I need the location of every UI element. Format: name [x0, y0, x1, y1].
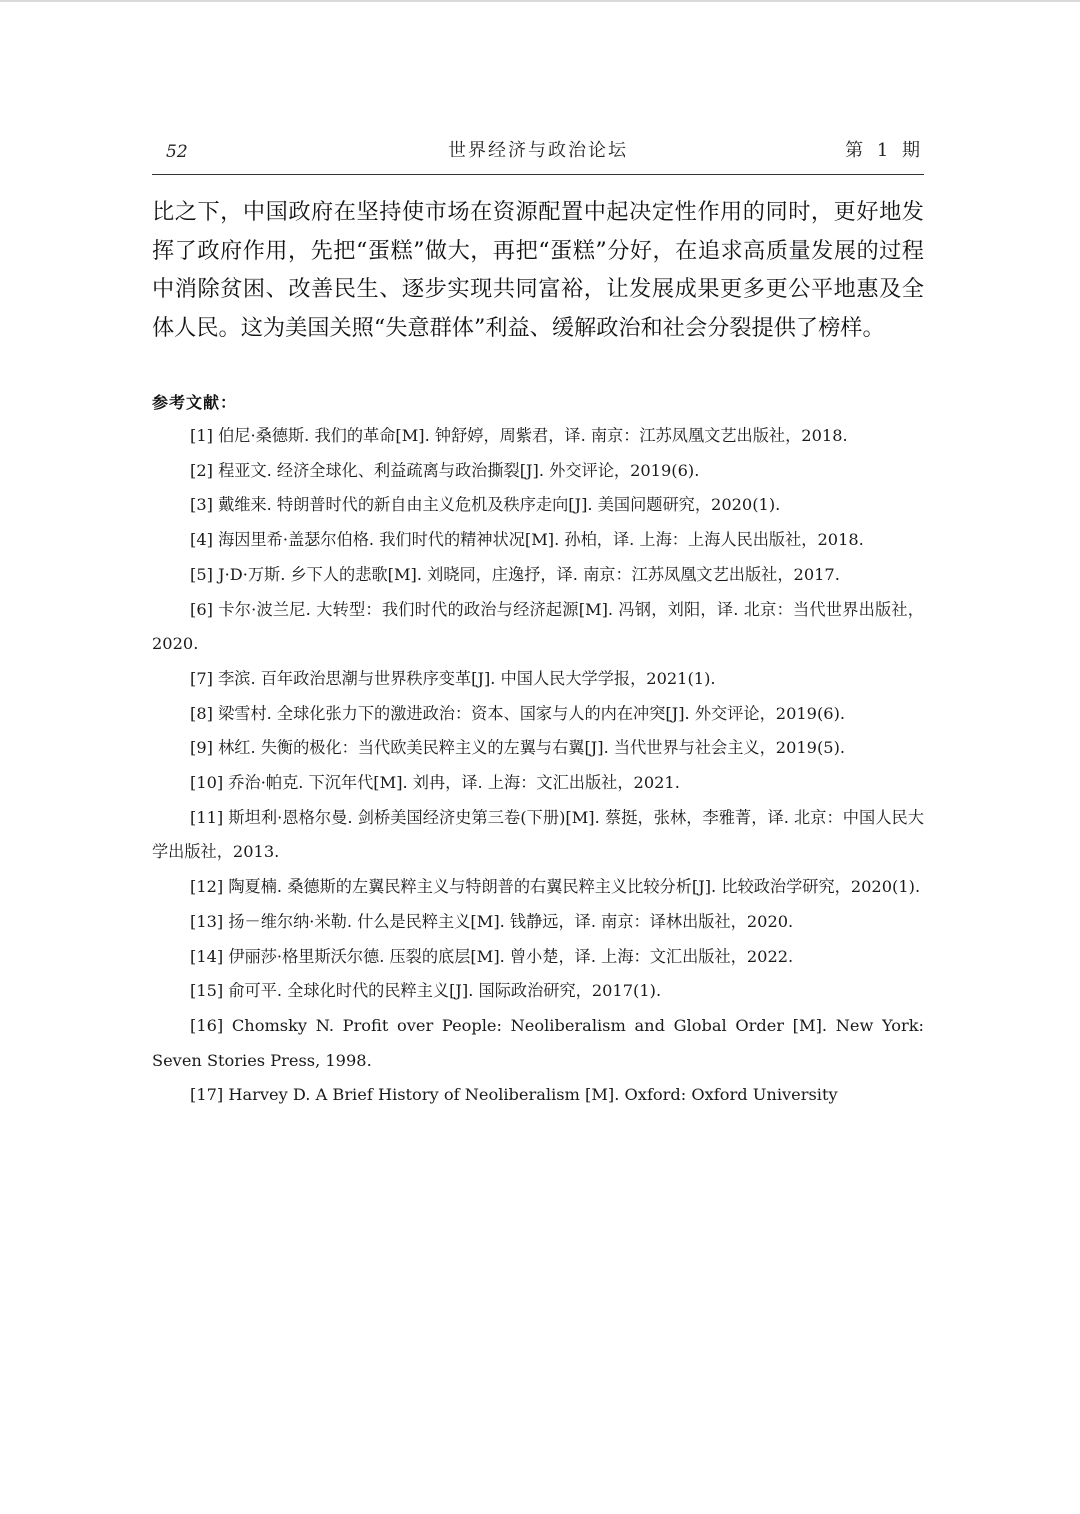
reference-item: [13] 扬－维尔纳·米勒. 什么是民粹主义[M]. 钱静远，译. 南京：译林出版社，2020.	[190, 911, 794, 931]
journal-title: 世界经济与政治论坛	[448, 140, 628, 161]
reference-item: [1] 伯尼·桑德斯. 我们的革命[M]. 钟舒婷，周紫君，译. 南京：江苏凤凰文艺出版社，2018.	[190, 426, 848, 445]
reference-item: [6] 卡尔·波兰尼. 大转型：我们时代的政治与经济起源[M]. 冯钢，刘阳，译. 北京：当代世界出版社，2020.	[152, 599, 924, 654]
reference-item: [12] 陶夏楠. 桑德斯的左翼民粹主义与特朗普的右翼民粹主义比较分析[J]. 比较政治学研究，2020(1).	[190, 877, 921, 897]
body-paragraph: 比之下，中国政府在坚持使市场在资源配置中起决定性作用的同时，更好地发挥了政府作用，先把“蛋糕”做大，再把“蛋糕”分好，在追求高质量发展的过程中消除贫困、改善民生、逐步实现共同富裕，让发展成果更多更公平地惠及全体人民。这为美国关照“失意群体”利益、缓解政治和社会分裂提供了榜样。	[152, 199, 924, 342]
reference-item: [17] Harvey D. A Brief History of Neoliberalism [M]. Oxford: Oxford University	[190, 1085, 838, 1105]
references-list	[152, 419, 924, 1113]
page-number: 52	[166, 142, 188, 162]
reference-item: [10] 乔治·帕克. 下沉年代[M]. 刘冉，译. 上海：文汇出版社，2021.	[190, 773, 680, 793]
reference-item: [9] 林红. 失衡的极化：当代欧美民粹主义的左翼与右翼[J]. 当代世界与社会主义，2019(5).	[190, 738, 846, 758]
page-header	[152, 132, 924, 175]
reference-item: [7] 李滨. 百年政治思潮与世界秩序变革[J]. 中国人民大学学报，2021(1).	[190, 668, 716, 688]
reference-item: [8] 梁雪村. 全球化张力下的激进政治：资本、国家与人的内在冲突[J]. 外交评论，2019(6).	[190, 703, 846, 723]
reference-item: [4] 海因里希·盖瑟尔伯格. 我们时代的精神状况[M]. 孙柏，译. 上海：上海人民出版社，2018.	[190, 530, 864, 550]
top-rule	[0, 0, 1080, 2]
body-text	[152, 193, 924, 348]
reference-item: [5] J·D·万斯. 乡下人的悲歌[M]. 刘晓同，庄逸抒，译. 南京：江苏凤凰文艺出版社，2017.	[190, 564, 840, 584]
reference-item: [11] 斯坦利·恩格尔曼. 剑桥美国经济史第三卷(下册)[M]. 蔡挺，张林，李雅菁，译. 北京：中国人民大学出版社，2013.	[152, 807, 924, 862]
reference-item: [14] 伊丽莎·格里斯沃尔德. 压裂的底层[M]. 曾小楚，译. 上海：文汇出版社，2022.	[190, 946, 794, 966]
references-title: 参考文献：	[152, 393, 238, 412]
reference-item: [3] 戴维来. 特朗普时代的新自由主义危机及秩序走向[J]. 美国问题研究，2020(1).	[190, 495, 781, 515]
reference-item: [15] 俞可平. 全球化时代的民粹主义[J]. 国际政治研究，2017(1).	[190, 981, 662, 1001]
reference-item: [2] 程亚文. 经济全球化、利益疏离与政治撕裂[J]. 外交评论，2019(6).	[190, 460, 700, 480]
reference-item: [16] Chomsky N. Profit over People: Neoliberalism and Global Order [M]. New York: Seven Stories Press, 1998.	[152, 1015, 924, 1070]
issue-number: 第 1 期	[845, 140, 924, 161]
